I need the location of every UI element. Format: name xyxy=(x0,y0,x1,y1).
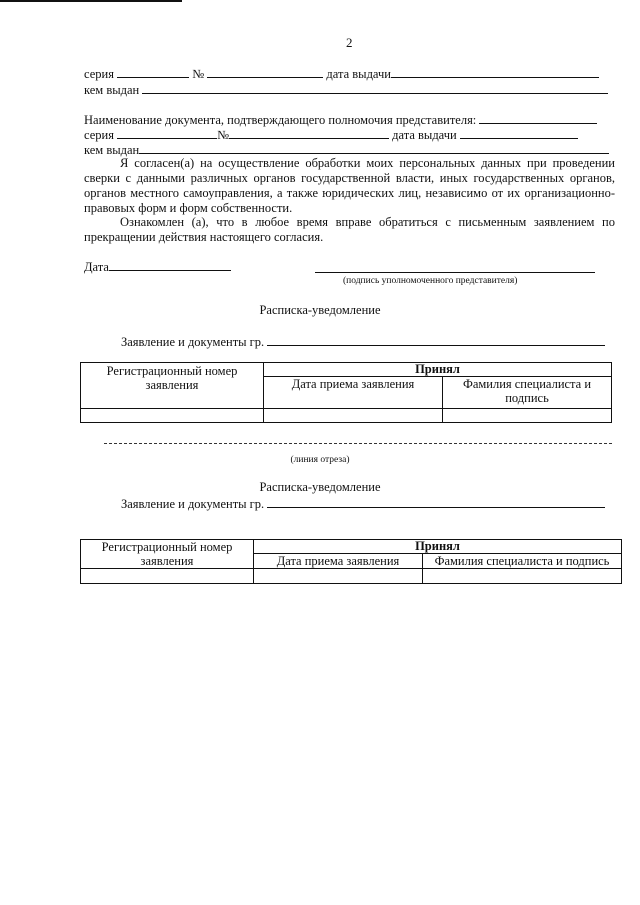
rep-series-field[interactable] xyxy=(117,127,217,139)
consent-paragraph: Я согласен(а) на осуществление обработки моих персональных данных при проведении сверки с данными различных органов государственной власти, иных государственных органов, органов местного самоуправления, а также юридических лиц, независимо от их организационно-правовых форм и форм собственности. xyxy=(84,156,615,215)
receipt-title: Расписка-уведомление xyxy=(259,303,381,317)
date-cell[interactable] xyxy=(264,409,443,423)
acknowledgement-paragraph: Ознакомлен (а), что в любое время вправе обратиться с письменным заявлением по прекращении действия настоящего согласия. xyxy=(84,215,615,244)
passport-issued-by-row xyxy=(84,82,608,98)
date-row xyxy=(84,259,231,275)
page-number: 2 xyxy=(346,35,353,50)
receipt2-citizen-field[interactable] xyxy=(267,496,605,508)
t2-reg-number-cell[interactable] xyxy=(81,569,254,584)
rep-doc-series-row xyxy=(84,127,578,143)
col-reg-number-header: Регистрационный номер заявления xyxy=(81,363,264,409)
col-specialist-header: Фамилия специалиста и подпись xyxy=(443,377,612,409)
rep-doc-row xyxy=(84,112,597,128)
issued-by-label: кем выдан xyxy=(84,83,140,97)
rep-number-field[interactable] xyxy=(229,127,389,139)
receipt2-line-row xyxy=(121,496,605,512)
t2-date-cell[interactable] xyxy=(254,569,423,584)
number-field[interactable] xyxy=(207,66,323,78)
rep-doc-title: Наименование документа, подтверждающего полномочия представителя: xyxy=(84,113,477,127)
rep-series-label: серия xyxy=(84,128,114,142)
signature-field[interactable] xyxy=(315,259,595,273)
series-field[interactable] xyxy=(117,66,189,78)
receipt2-table xyxy=(80,539,622,584)
rep-issued-by-field[interactable] xyxy=(139,142,609,154)
rep-issued-by-label: кем выдан xyxy=(84,143,140,157)
rep-number-label: № xyxy=(217,128,230,142)
number-label: № xyxy=(192,67,205,81)
issue-date-field[interactable] xyxy=(391,66,599,78)
issue-date-label: дата выдачи xyxy=(326,67,391,81)
receipt-line-row xyxy=(121,334,605,350)
receipt-table xyxy=(80,362,612,423)
rep-issue-date-field[interactable] xyxy=(460,127,578,139)
top-rule xyxy=(0,0,182,2)
receipt2-title: Расписка-уведомление xyxy=(259,480,381,494)
cut-line xyxy=(104,443,612,444)
specialist-cell[interactable] xyxy=(443,409,612,423)
series-label: серия xyxy=(84,67,114,81)
issued-by-field[interactable] xyxy=(142,82,608,94)
receipt-line-label: Заявление и документы гр. xyxy=(121,335,265,349)
t2-col-date-header: Дата приема заявления xyxy=(254,554,423,569)
col-date-header: Дата приема заявления xyxy=(264,377,443,409)
col-accepted-header: Принял xyxy=(264,363,612,377)
date-field[interactable] xyxy=(109,259,231,271)
cut-line-label: (линия отреза) xyxy=(290,455,350,465)
t2-col-reg-number-header: Регистрационный номер заявления xyxy=(81,540,254,569)
receipt-citizen-field[interactable] xyxy=(267,334,605,346)
t2-col-accepted-header: Принял xyxy=(254,540,622,554)
signature-caption: (подпись уполномоченного представителя) xyxy=(343,276,518,286)
reg-number-cell[interactable] xyxy=(81,409,264,423)
date-label: Дата xyxy=(84,260,109,274)
receipt2-line-label: Заявление и документы гр. xyxy=(121,497,265,511)
passport-series-row xyxy=(84,66,599,82)
rep-doc-name-field[interactable] xyxy=(479,112,597,124)
t2-specialist-cell[interactable] xyxy=(423,569,622,584)
rep-issue-date-label: дата выдачи xyxy=(392,128,457,142)
t2-col-specialist-header: Фамилия специалиста и подпись xyxy=(423,554,622,569)
